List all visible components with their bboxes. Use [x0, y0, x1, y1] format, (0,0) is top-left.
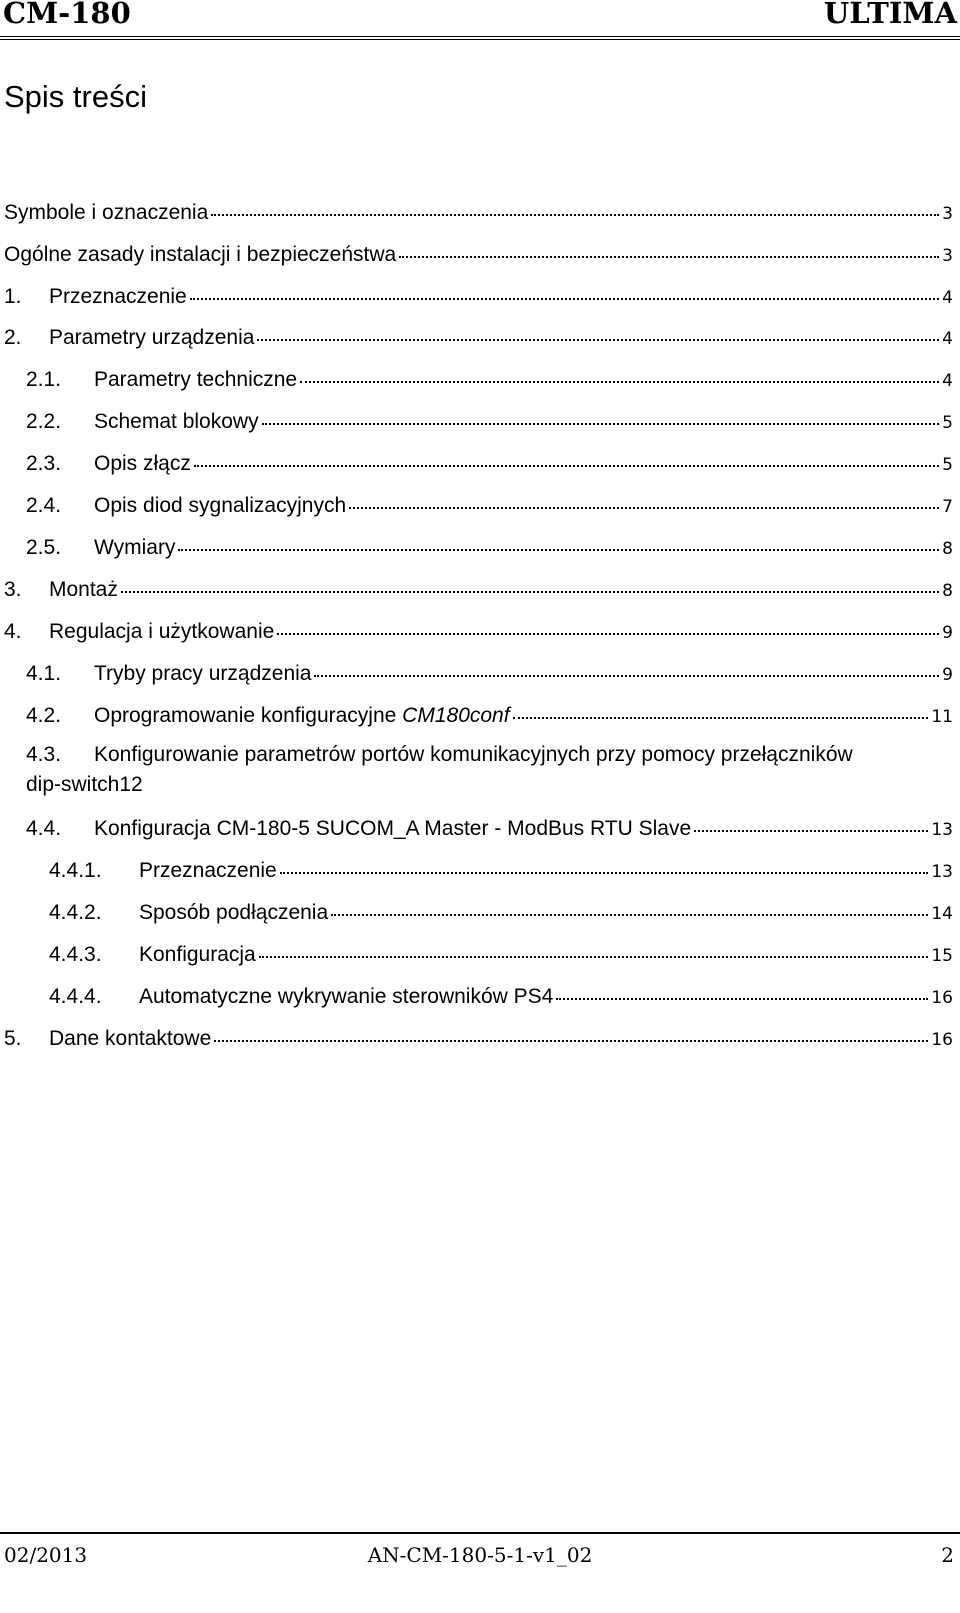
- toc-leader: [314, 655, 939, 677]
- toc-entry[interactable]: [0, 897, 960, 927]
- page-header: [0, 0, 960, 40]
- toc-entry-page: 16: [931, 1030, 953, 1050]
- toc-entry[interactable]: [0, 658, 960, 688]
- toc-entry-number: 2.: [4, 326, 22, 349]
- toc-entry-number: 1.: [4, 285, 22, 308]
- toc-entry-title: Przeznaczenie: [49, 285, 187, 308]
- page-footer: [0, 1532, 960, 1613]
- toc-entry[interactable]: [0, 574, 960, 604]
- toc-entry-number: 4.: [4, 620, 22, 643]
- toc-entry[interactable]: [0, 197, 960, 227]
- toc-entry-number: 2.3.: [26, 452, 62, 475]
- toc-entry[interactable]: [0, 1023, 960, 1053]
- toc-entry-page: 8: [942, 581, 953, 601]
- toc-leader: [694, 810, 928, 832]
- toc-entry-number: 4.1.: [26, 662, 62, 685]
- toc-entry-number: 2.1.: [26, 368, 62, 391]
- toc-entry[interactable]: [0, 700, 960, 730]
- toc-entry-title: Ogólne zasady instalacji i bezpieczeństwa: [4, 243, 397, 266]
- header-product: CM-180: [3, 0, 131, 30]
- toc-entry[interactable]: [0, 939, 960, 969]
- toc-leader: [300, 361, 939, 383]
- toc-leader: [280, 852, 929, 874]
- toc-entry-page: 8: [942, 539, 953, 559]
- toc-leader: [194, 445, 939, 467]
- toc-leader: [178, 529, 939, 551]
- toc-entry[interactable]: [0, 448, 960, 478]
- toc-entry-page: 4: [942, 329, 953, 349]
- toc-entry-title: Oprogramowanie konfiguracyjne: [94, 704, 403, 727]
- toc-leader: [259, 936, 929, 958]
- toc-entry[interactable]: [0, 855, 960, 885]
- toc-entry-number: 4.4.: [26, 817, 62, 840]
- toc-entry-title: Automatyczne wykrywanie sterowników PS4: [139, 985, 554, 1008]
- toc-entry-title: Konfiguracja: [139, 943, 256, 966]
- toc-entry-number: 4.2.: [26, 704, 62, 727]
- toc-leader: [349, 487, 939, 509]
- toc-entry-number: 4.3.: [26, 743, 62, 766]
- toc-entry-page: 9: [942, 665, 953, 685]
- toc-entry-page: 12: [119, 773, 143, 796]
- toc-leader: [214, 1020, 928, 1042]
- toc-entry[interactable]: [0, 490, 960, 520]
- toc-entry[interactable]: [0, 532, 960, 562]
- toc-leader: [513, 697, 929, 719]
- toc-leader: [277, 613, 939, 635]
- toc-entry-page: 3: [942, 246, 953, 266]
- toc-entry-number: 3.: [4, 578, 22, 601]
- toc-entry-title: Parametry urządzenia: [49, 326, 255, 349]
- toc-entry-number: 5.: [4, 1027, 22, 1050]
- toc-entry-title: Konfigurowanie parametrów portów komunikacyjnych przy pomocy przełączników: [94, 743, 853, 766]
- toc-entry-page: 14: [931, 904, 953, 924]
- toc-entry[interactable]: [0, 281, 960, 311]
- toc-entry-title: Przeznaczenie: [139, 859, 277, 882]
- toc-entry[interactable]: [0, 406, 960, 436]
- toc-entry-title: Regulacja i użytkowanie: [49, 620, 275, 643]
- toc-entry-page: 5: [942, 455, 953, 475]
- toc-entry-title: Dane kontaktowe: [49, 1027, 212, 1050]
- toc-entry[interactable]: [0, 813, 960, 843]
- toc-entry[interactable]: [0, 239, 960, 269]
- toc-entry-number: 4.4.2.: [49, 901, 102, 924]
- toc-entry-page: 13: [931, 820, 953, 840]
- toc-entry-title: Symbole i oznaczenia: [4, 201, 209, 224]
- toc-entry-page: 15: [931, 946, 953, 966]
- header-series: ULTIMA: [823, 0, 957, 30]
- toc-entry-title: Sposób podłączenia: [139, 901, 329, 924]
- toc-heading: Spis treści: [4, 79, 147, 114]
- toc-entry-page: 4: [942, 371, 953, 391]
- toc-leader: [399, 236, 939, 258]
- toc-entry-title: Parametry techniczne: [94, 368, 298, 391]
- toc-entry-page: 16: [931, 988, 953, 1008]
- toc-entry[interactable]: [0, 981, 960, 1011]
- toc-entry[interactable]: [0, 364, 960, 394]
- toc-leader: [262, 403, 940, 425]
- toc-entry-page: 11: [931, 707, 953, 727]
- toc-entry-number: 4.4.4.: [49, 985, 102, 1008]
- toc-entry-page: 13: [931, 862, 953, 882]
- toc-entry-title: Opis złącz: [94, 452, 191, 475]
- toc-leader: [257, 319, 939, 341]
- toc-entry-title: Montaż: [49, 578, 118, 601]
- toc-leader: [556, 978, 928, 1000]
- toc-entry-title: Wymiary: [94, 536, 176, 559]
- footer-document-id: AN-CM-180-5-1-v1_02: [367, 1543, 593, 1567]
- toc-leader: [121, 571, 939, 593]
- toc-entry-number: 2.4.: [26, 494, 62, 517]
- toc-entry[interactable]: [0, 322, 960, 352]
- toc-entry-number: 2.5.: [26, 536, 62, 559]
- toc-entry-page: 4: [942, 288, 953, 308]
- toc-entry-title: Konfiguracja CM-180-5 SUCOM_A Master - ModBus RTU Slave: [94, 817, 692, 840]
- toc-entry-number: 2.2.: [26, 410, 62, 433]
- toc-entry-page: 9: [942, 623, 953, 643]
- toc-entry-page: 7: [942, 497, 953, 517]
- toc-entry[interactable]: [0, 616, 960, 646]
- toc-entry-number: 4.4.3.: [49, 943, 102, 966]
- footer-page-number: 2: [941, 1543, 954, 1567]
- toc-entry-number: 4.4.1.: [49, 859, 102, 882]
- toc-entry-title-italic: CM180conf: [402, 704, 510, 727]
- toc-leader: [211, 194, 939, 216]
- toc-entry-page: 5: [942, 413, 953, 433]
- toc-entry[interactable]: [0, 742, 960, 802]
- toc-entry-title-continued: dip-switch: [26, 773, 120, 796]
- toc-entry-page: 3: [942, 204, 953, 224]
- toc-entry-title: Opis diod sygnalizacyjnych: [94, 494, 347, 517]
- toc-leader: [190, 278, 939, 300]
- footer-date: 02/2013: [4, 1543, 88, 1567]
- toc-leader: [331, 894, 928, 916]
- toc-entry-title: Schemat blokowy: [94, 410, 259, 433]
- toc-entry-title: Tryby pracy urządzenia: [94, 662, 312, 685]
